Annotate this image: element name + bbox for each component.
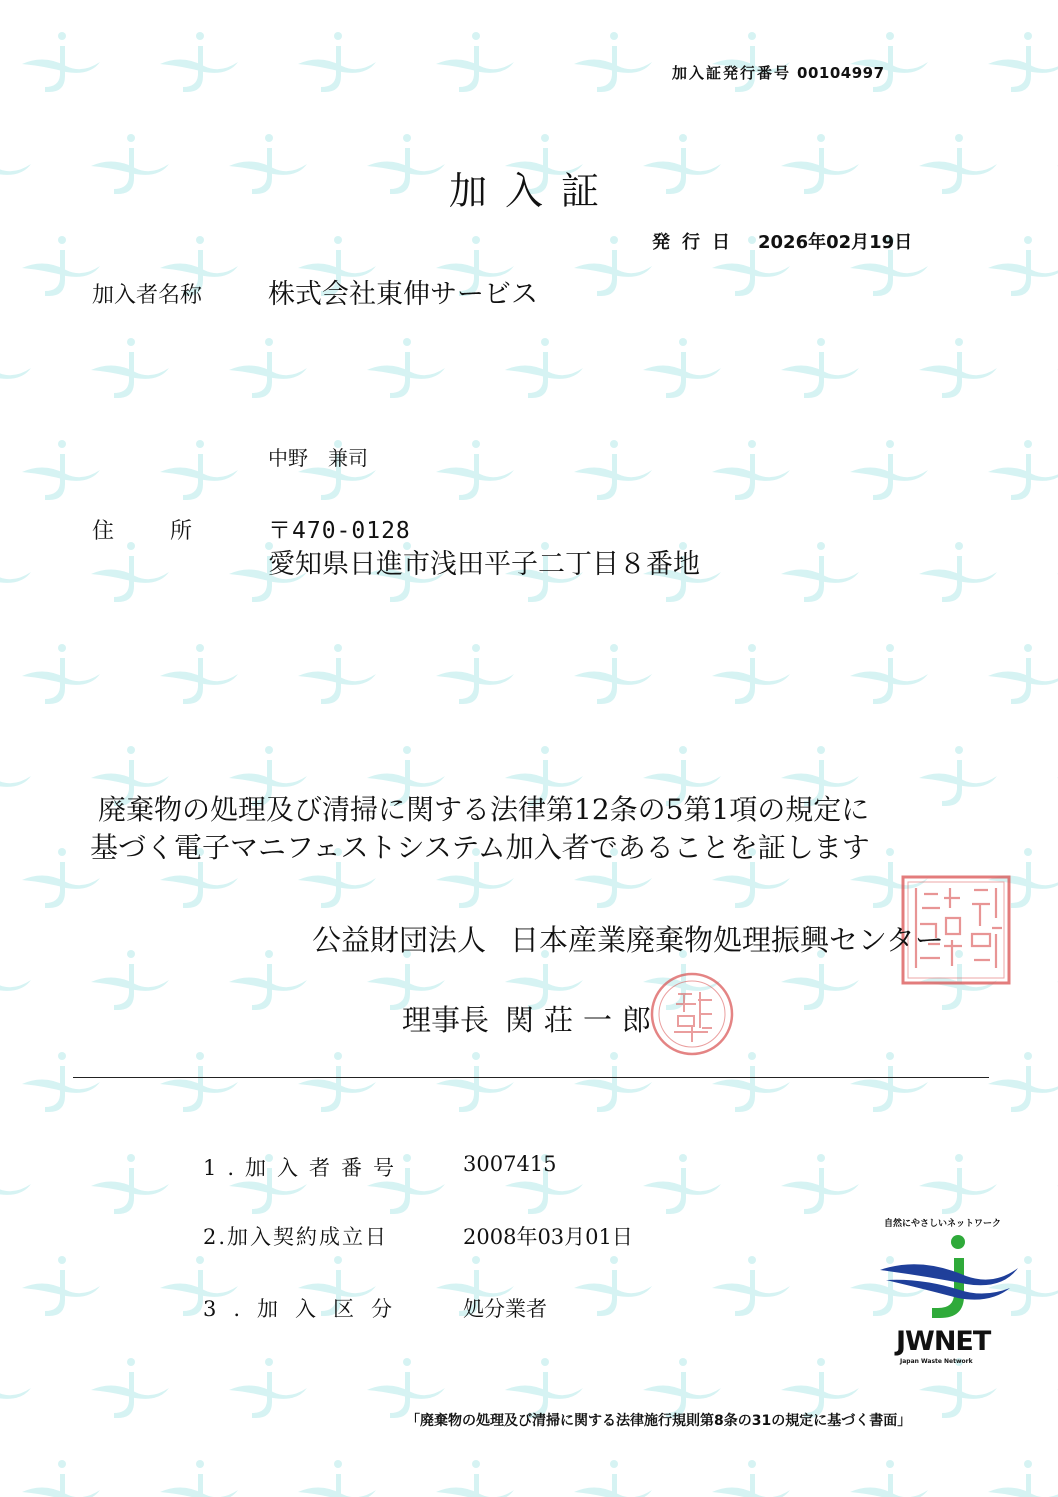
footer-note: 「廃棄物の処理及び清掃に関する法律施行規則第8条の31の規定に基づく書面」: [406, 1413, 912, 1429]
watermark-j-mark: [988, 1460, 1058, 1497]
watermark-j-mark: [160, 1052, 238, 1112]
watermark-j-mark: [22, 1052, 100, 1112]
watermark-j-mark: [643, 338, 721, 398]
watermark-j-mark: [781, 338, 859, 398]
watermark-j-mark: [574, 1460, 652, 1497]
watermark-j-mark: [850, 440, 928, 500]
issue-number-label: 加入証発行番号: [672, 64, 792, 82]
watermark-j-mark: [919, 746, 997, 806]
statement-line-2: 基づく電子マニフェストシステム加入者であることを証します: [90, 831, 870, 864]
watermark-j-mark: [298, 32, 376, 92]
postal-code: 〒470-0128: [268, 518, 411, 544]
logo-name: JWNET: [896, 1326, 991, 1357]
watermark-j-mark: [298, 1052, 376, 1112]
issue-number: [672, 62, 885, 83]
watermark-j-mark: [22, 440, 100, 500]
chairman-name: 関荘一郎: [505, 1003, 662, 1037]
watermark-j-mark: [91, 542, 169, 602]
chairman: [402, 998, 661, 1039]
watermark-j-mark: [919, 338, 997, 398]
watermark-j-mark: [22, 236, 100, 296]
watermark-j-mark: [781, 1154, 859, 1214]
divider: [73, 1077, 989, 1078]
watermark-j-mark: [0, 950, 31, 1010]
subscriber-name-label: 加入者名称: [92, 283, 203, 308]
detail-value: 3007415: [463, 1152, 557, 1176]
watermark-j-mark: [988, 236, 1058, 296]
watermark-j-mark: [988, 1052, 1058, 1112]
watermark-j-mark: [436, 1460, 514, 1497]
watermark-j-mark: [298, 1460, 376, 1497]
watermark-j-mark: [22, 32, 100, 92]
issue-number-value: 00104997: [797, 64, 885, 82]
issue-date-value: 2026年02月19日: [758, 232, 913, 253]
watermark-j-mark: [91, 950, 169, 1010]
address-label: 住所: [92, 519, 249, 544]
watermark-j-mark: [160, 1460, 238, 1497]
watermark-j-mark: [160, 32, 238, 92]
watermark-j-mark: [643, 1154, 721, 1214]
detail-label: 2.加入契約成立日: [203, 1225, 389, 1249]
chairman-seal: [648, 970, 736, 1058]
detail-label: 3.加入区分: [203, 1297, 410, 1321]
watermark-j-mark: [574, 440, 652, 500]
watermark-j-mark: [850, 644, 928, 704]
watermark-j-mark: [229, 950, 307, 1010]
watermark-j-mark: [574, 1052, 652, 1112]
watermark-j-mark: [22, 1460, 100, 1497]
watermark-j-mark: [574, 1256, 652, 1316]
watermark-j-mark: [919, 1154, 997, 1214]
watermark-j-mark: [988, 644, 1058, 704]
jwnet-logo-icon: [876, 1218, 1022, 1326]
watermark-j-mark: [436, 32, 514, 92]
watermark-j-mark: [574, 644, 652, 704]
watermark-j-mark: [91, 338, 169, 398]
detail-value: 2008年03月01日: [463, 1225, 633, 1249]
issue-date: [652, 228, 912, 254]
watermark-j-mark: [505, 338, 583, 398]
watermark-j-mark: [22, 644, 100, 704]
watermark-j-mark: [22, 1256, 100, 1316]
watermark-j-mark: [0, 1154, 31, 1214]
watermark-j-mark: [505, 1358, 583, 1418]
watermark-j-mark: [0, 542, 31, 602]
issue-date-label: 発行日: [652, 232, 742, 253]
watermark-j-mark: [229, 338, 307, 398]
watermark-j-mark: [781, 1358, 859, 1418]
organization-type: 公益財団法人: [312, 923, 487, 957]
organization-name: 日本産業廃棄物処理振興センター: [510, 923, 944, 957]
watermark-j-mark: [643, 1358, 721, 1418]
representative-name: 中野 兼司: [268, 446, 368, 470]
watermark-j-mark: [919, 1358, 997, 1418]
watermark-j-mark: [160, 440, 238, 500]
watermark-j-mark: [367, 1358, 445, 1418]
watermark-j-mark: [781, 950, 859, 1010]
watermark-j-mark: [712, 644, 790, 704]
detail-label: 1.加入者番号: [203, 1156, 406, 1180]
watermark-j-mark: [298, 644, 376, 704]
chairman-title: 理事長: [402, 1003, 490, 1037]
watermark-j-mark: [574, 236, 652, 296]
watermark-j-mark: [712, 440, 790, 500]
watermark-j-mark: [436, 1052, 514, 1112]
watermark-j-mark: [988, 32, 1058, 92]
logo-tagline: 自然にやさしいネットワーク: [884, 1219, 1002, 1229]
watermark-j-mark: [574, 32, 652, 92]
watermark-j-mark: [22, 848, 100, 908]
watermark-j-mark: [436, 644, 514, 704]
issuer-organization: [312, 918, 944, 959]
watermark-j-mark: [436, 440, 514, 500]
watermark-j-mark: [850, 1460, 928, 1497]
watermark-j-mark: [850, 1052, 928, 1112]
watermark-j-mark: [367, 338, 445, 398]
detail-value: 処分業者: [463, 1297, 547, 1321]
subscriber-name: 株式会社東伸サービス: [268, 279, 538, 310]
watermark-j-mark: [0, 1358, 31, 1418]
watermark-j-mark: [160, 644, 238, 704]
watermark-j-mark: [712, 1052, 790, 1112]
watermark-j-mark: [91, 1358, 169, 1418]
watermark-j-mark: [91, 1154, 169, 1214]
watermark-j-mark: [712, 1256, 790, 1316]
logo-subtitle: Japan Waste Network: [900, 1358, 973, 1365]
statement-line-1: 廃棄物の処理及び清掃に関する法律第12条の5第1項の規定に: [98, 793, 870, 826]
watermark-j-mark: [781, 542, 859, 602]
watermark-j-mark: [0, 338, 31, 398]
watermark-j-mark: [0, 746, 31, 806]
watermark-j-mark: [988, 440, 1058, 500]
address: 愛知県日進市浅田平子二丁目８番地: [268, 549, 700, 580]
certificate-title: 加入証: [448, 169, 617, 213]
watermark-j-mark: [229, 1358, 307, 1418]
watermark-j-mark: [919, 542, 997, 602]
watermark-j-mark: [712, 1460, 790, 1497]
